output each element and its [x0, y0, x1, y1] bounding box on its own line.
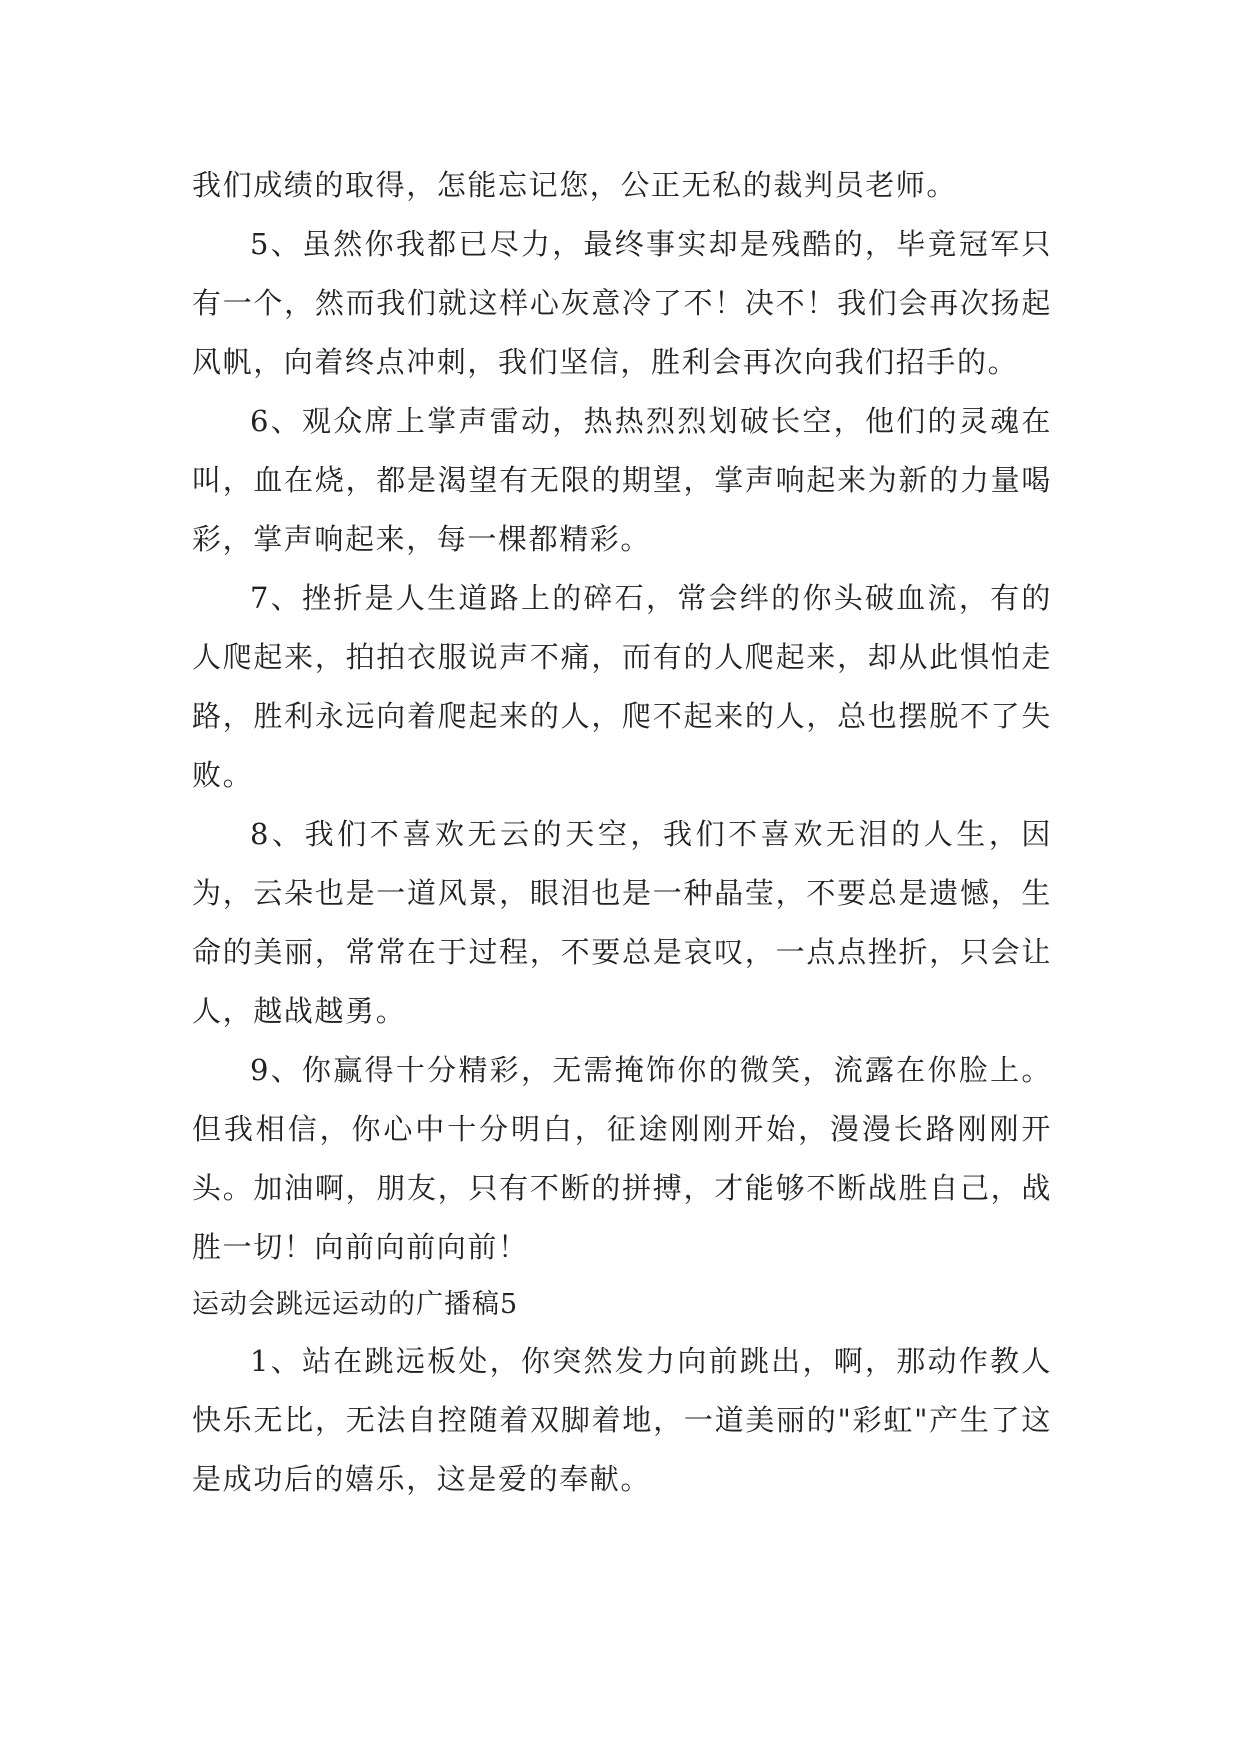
paragraph-1: 我们成绩的取得，怎能忘记您，公正无私的裁判员老师。: [192, 168, 958, 202]
paragraph-7: 1、站在跳远板处，你突然发力向前跳出，啊，那动作教人快乐无比，无法自控随着双脚着地，一道美丽的"彩虹"产生了这是成功后的嬉乐，这是爱的奉献。: [192, 1344, 1052, 1496]
paragraph-4: 7、挫折是人生道路上的碎石，常会绊的你头破血流，有的人爬起来，拍拍衣服说声不痛，而有的人爬起来，却从此惧怕走路，胜利永远向着爬起来的人，爬不起来的人，总也摆脱不了失败。: [192, 581, 1052, 792]
paragraph-3: 6、观众席上掌声雷动，热热烈烈划破长空，他们的灵魂在叫，血在烧，都是渴望有无限的期望，掌声响起来为新的力量喝彩，掌声响起来，每一棵都精彩。: [192, 404, 1052, 556]
paragraph-6: 9、你赢得十分精彩，无需掩饰你的微笑，流露在你脸上。但我相信，你心中十分明白，征途刚刚开始，漫漫长路刚刚开头。加油啊，朋友，只有不断的拼搏，才能够不断战胜自己，战胜一切！向前向前向前！: [192, 1053, 1052, 1264]
paragraph-2: 5、虽然你我都已尽力，最终事实却是残酷的，毕竟冠军只有一个，然而我们就这样心灰意冷了不！决不！我们会再次扬起风帆，向着终点冲刺，我们坚信，胜利会再次向我们招手的。: [192, 227, 1052, 379]
document-body: [192, 156, 1052, 1509]
section-heading: 运动会跳远运动的广播稿5: [192, 1289, 519, 1320]
paragraph-5: 8、我们不喜欢无云的天空，我们不喜欢无泪的人生，因为，云朵也是一道风景，眼泪也是一种晶莹，不要总是遗憾，生命的美丽，常常在于过程，不要总是哀叹，一点点挫折，只会让人，越战越勇。: [192, 817, 1052, 1028]
